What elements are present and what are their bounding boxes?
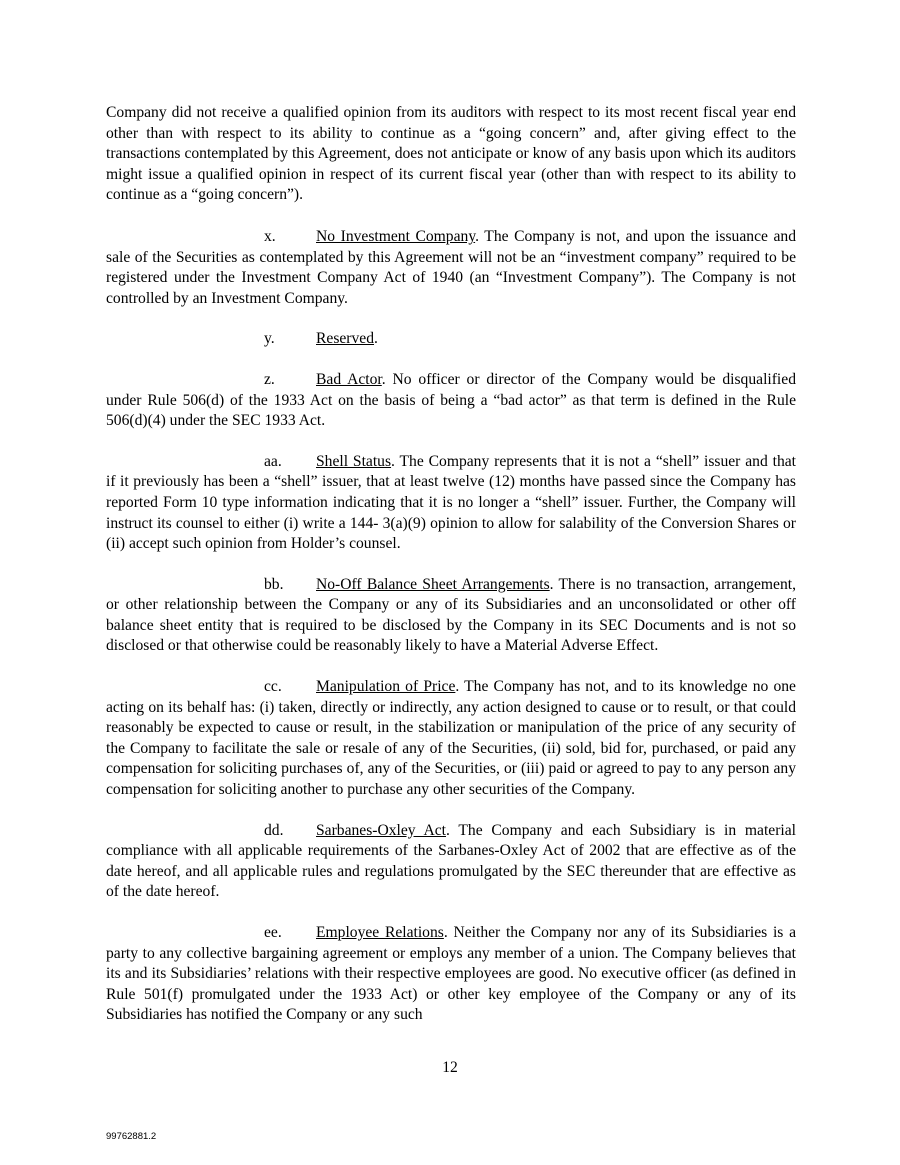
section-body: . The Company and each Subsidiary is in material compliance with all applicable requirements of the Sarbanes-Oxley Act of 2002 that are effective as of the date hereof, and all applicable rules and regulations promulgated by the SEC thereunder that are effective as of the date hereof. [106, 821, 796, 901]
document-id: 99762881.2 [106, 1131, 157, 1142]
document-page [106, 103, 796, 1046]
section-cc [106, 677, 796, 801]
section-body: . No officer or director of the Company would be disqualified under Rule 506(d) of the 1933 Act on the basis of being a “bad actor” as that term is defined in the Rule 506(d)(4) under the SEC 1933 Act. [106, 370, 796, 430]
section-marker: bb. [264, 575, 284, 593]
section-heading: Shell Status [316, 452, 392, 470]
section-heading: Reserved [316, 330, 375, 348]
section-body: . [374, 330, 378, 348]
section-body: . Neither the Company nor any of its Subsidiaries is a party to any collective bargaining agreement or employs any member of a union. The Company believes that its and its Subsidiaries’ relations with their respective employees are good. No executive officer (as defined in Rule 501(f) promulgated under the 1933 Act) or other key employee of the Company or any of its Subsidiaries has notified the Company or any such [106, 924, 796, 1024]
section-marker: dd. [264, 821, 284, 839]
section-heading: No Investment Company [316, 227, 476, 245]
section-heading: Employee Relations [316, 924, 444, 941]
page-number: 12 [442, 1059, 458, 1076]
section-z [106, 370, 796, 432]
section-y [106, 329, 796, 350]
section-heading: Sarbanes-Oxley Act [316, 821, 447, 839]
section-body: . There is no transaction, arrangement, or other relationship between the Company or any of its Subsidiaries and an unconsolidated or other off balance sheet entity that is required to be disclosed by the Company in its SEC Documents and is not so disclosed or that otherwise could be reasonably likely to have a Material Adverse Effect. [106, 575, 796, 655]
section-aa [106, 452, 796, 555]
section-bb [106, 575, 796, 657]
section-marker: cc. [264, 678, 282, 696]
section-marker: z. [264, 370, 275, 388]
section-marker: y. [264, 330, 275, 348]
section-heading: Manipulation of Price [316, 678, 456, 696]
section-body: . The Company has not, and to its knowledge no one acting on its behalf has: (i) taken, directly or indirectly, any action designed to cause or to result, or that could reasonably be expected to cause or result, in the stabilization or manipulation of the price of any security of the Company to facilitate the sale or resale of any of the Securities, (ii) sold, bid for, purchased, or paid any compensation for soliciting purchases of, any of the Securities, or (iii) paid or agreed to pay to any person any compensation for soliciting another to purchase any other securities of the Company. [106, 678, 796, 799]
section-marker: aa. [264, 452, 282, 470]
section-marker: ee. [264, 924, 282, 941]
section-heading: No-Off Balance Sheet Arrangements [316, 575, 550, 593]
section-x [106, 227, 796, 309]
section-dd [106, 821, 796, 903]
section-heading: Bad Actor [316, 370, 382, 388]
section-body: . The Company is not, and upon the issuance and sale of the Securities as contemplated by this Agreement will not be an “investment company” required to be registered under the Investment Company Act of 1940 (an “Investment Company”). The Company is not controlled by an Investment Company. [106, 227, 796, 307]
section-ee [106, 923, 796, 1026]
section-marker: x. [264, 227, 276, 245]
section-body: . The Company represents that it is not a “shell” issuer and that if it previously has been a “shell” issuer, that at least twelve (12) months have passed since the Company has reported Form 10 type information indicating that it is no longer a “shell” issuer. Further, the Company will instruct its counsel to either (i) write a 144- 3(a)(9) opinion to allow for salability of the Conversion Shares or (ii) accept such opinion from Holder’s counsel. [106, 452, 796, 553]
intro-paragraph: Company did not receive a qualified opinion from its auditors with respect to its most recent fiscal year end other than with respect to its ability to continue as a “going concern” and, after giving effect to the transactions contemplated by this Agreement, does not anticipate or know of any basis upon which its auditors might issue a qualified opinion in respect of its current fiscal year (other than with respect to its ability to continue as a “going concern”). [106, 104, 796, 204]
